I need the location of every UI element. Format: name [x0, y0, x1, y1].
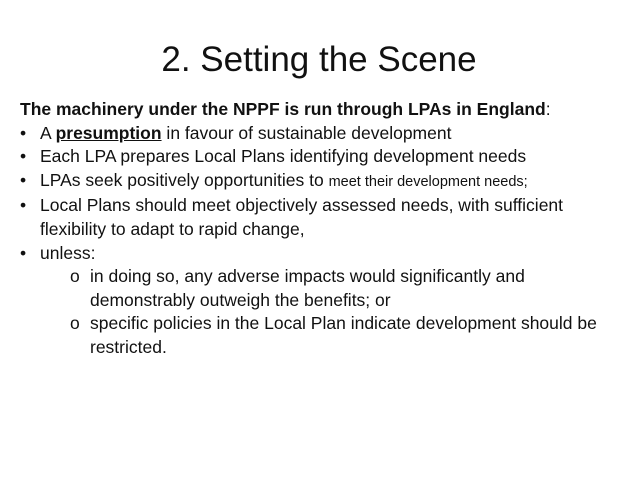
slide-title: 2. Setting the Scene [161, 40, 477, 79]
bullet-text: unless: [40, 242, 96, 263]
bullet-dot: • [20, 146, 27, 167]
sub-bullet-text: in doing so, any adverse impacts would significantly and demonstrably outweigh the benefits; or [90, 266, 525, 310]
intro-bold-text: The machinery under the NPPF is run through LPAs in England [20, 99, 546, 119]
sub-bullet-marker: o [70, 266, 80, 287]
sub-bullet-marker: o [70, 313, 80, 334]
intro-line [20, 98, 630, 122]
bullet-dot: • [20, 122, 27, 143]
bullet-item-opportunities [20, 169, 630, 195]
sub-bullet-text: specific policies in the Local Plan indicate development should be restricted. [90, 313, 597, 357]
sub-bullet-item-adverse-impacts [70, 265, 630, 312]
bullet-item-presumption [20, 122, 630, 146]
bullet-dot: • [20, 242, 27, 263]
bullet-dot: • [20, 195, 27, 216]
intro-suffix: : [545, 99, 551, 119]
bullet-item-objective-needs [20, 194, 630, 241]
bullet-suffix: in favour of sustainable development [161, 122, 452, 143]
bullet-prefix: A [40, 122, 56, 143]
bullet-text: LPAs seek positively opportunities to [40, 169, 329, 190]
bullet-text: Local Plans should meet objectively assessed needs, with sufficient flexibility to adapt to rapid change, [40, 195, 564, 239]
presumption-emphasis: presumption [55, 122, 162, 143]
bullet-dot: • [20, 169, 27, 190]
bullet-small-text: meet their development needs; [328, 173, 528, 190]
bullet-list [20, 122, 630, 360]
bullet-item-local-plans [20, 145, 630, 169]
slide-body [20, 98, 630, 360]
sub-bullet-list [40, 265, 630, 359]
bullet-item-unless [20, 242, 630, 360]
sub-bullet-item-specific-policies [70, 312, 630, 359]
bullet-text: Each LPA prepares Local Plans identifying development needs [40, 146, 527, 167]
